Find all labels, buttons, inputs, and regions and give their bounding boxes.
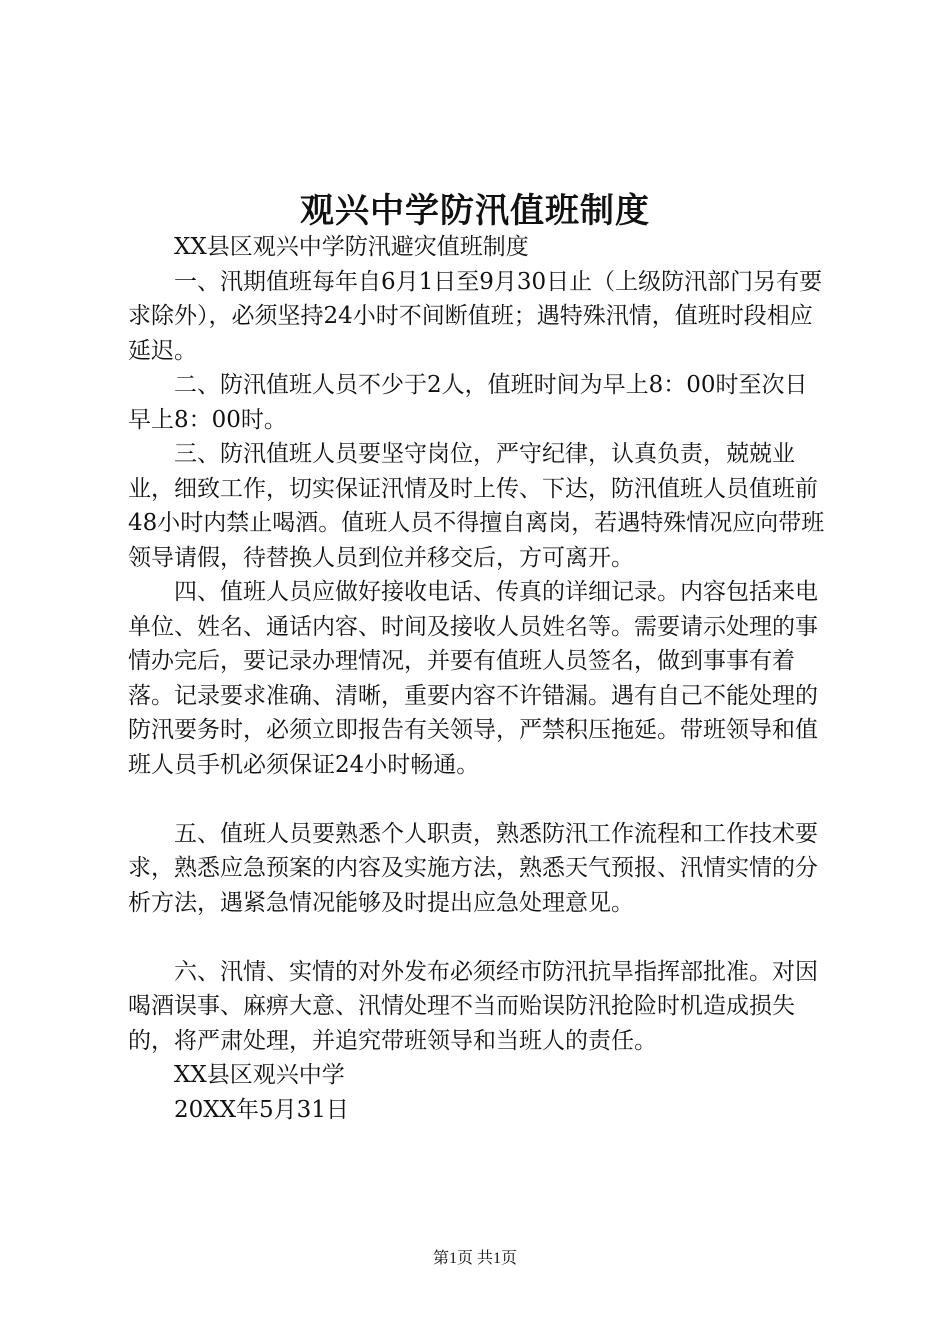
paragraph-4: 四、值班人员应做好接收电话、传真的详细记录。内容包括来电单位、姓名、通话内容、时间及接收人员姓名等。需要请示处理的事情办完后，要记录办理情况，并要有值班人员签名，做到事事有着落。记录要求准确、清晰，重要内容不许错漏。遇有自己不能处理的防汛要务时，必须立即报告有关领导，严禁积压拖延。带班领导和值班人员手机必须保证24小时畅通。 bbox=[128, 579, 818, 778]
page-footer: 第1页 共1页 bbox=[432, 1250, 517, 1267]
paragraph-5: 五、值班人员要熟悉个人职责，熟悉防汛工作流程和工作技术要求，熟悉应急预案的内容及实施方法，熟悉天气预报、汛情实情的分析方法，遇紧急情况能够及时提出应急处理意见。 bbox=[128, 820, 818, 916]
paragraph-2: 二、防汛值班人员不少于2人，值班时间为早上8：00时至次日早上8：00时。 bbox=[128, 372, 808, 433]
signature: XX县区观兴中学 bbox=[174, 1062, 345, 1088]
document-title: 观兴中学防汛值班制度 bbox=[300, 191, 650, 231]
paragraph-3: 三、防汛值班人员要坚守岗位，严守纪律，认真负责，兢兢业业，细致工作，切实保证汛情及时上传、下达，防汛值班人员值班前48小时内禁止喝酒。值班人员不得擅自离岗，若遇特殊情况应向带班领导请假，待替换人员到位并移交后，方可离开。 bbox=[128, 441, 825, 571]
paragraph-1: 一、汛期值班每年自6月1日至9月30日止（上级防汛部门另有要求除外），必须坚持24小时不间断值班；遇特殊汛情，值班时段相应延迟。 bbox=[128, 268, 823, 364]
document-body bbox=[128, 230, 828, 1127]
date: 20XX年5月31日 bbox=[174, 1096, 349, 1123]
document-subtitle: XX县区观兴中学防汛避灾值班制度 bbox=[174, 234, 529, 260]
paragraph-6: 六、汛情、实情的对外发布必须经市防汛抗旱指挥部批准。对因喝酒误事、麻痹大意、汛情处理不当而贻误防汛抢险时机造成损失的，将严肃处理，并追究带班领导和当班人的责任。 bbox=[128, 958, 818, 1054]
